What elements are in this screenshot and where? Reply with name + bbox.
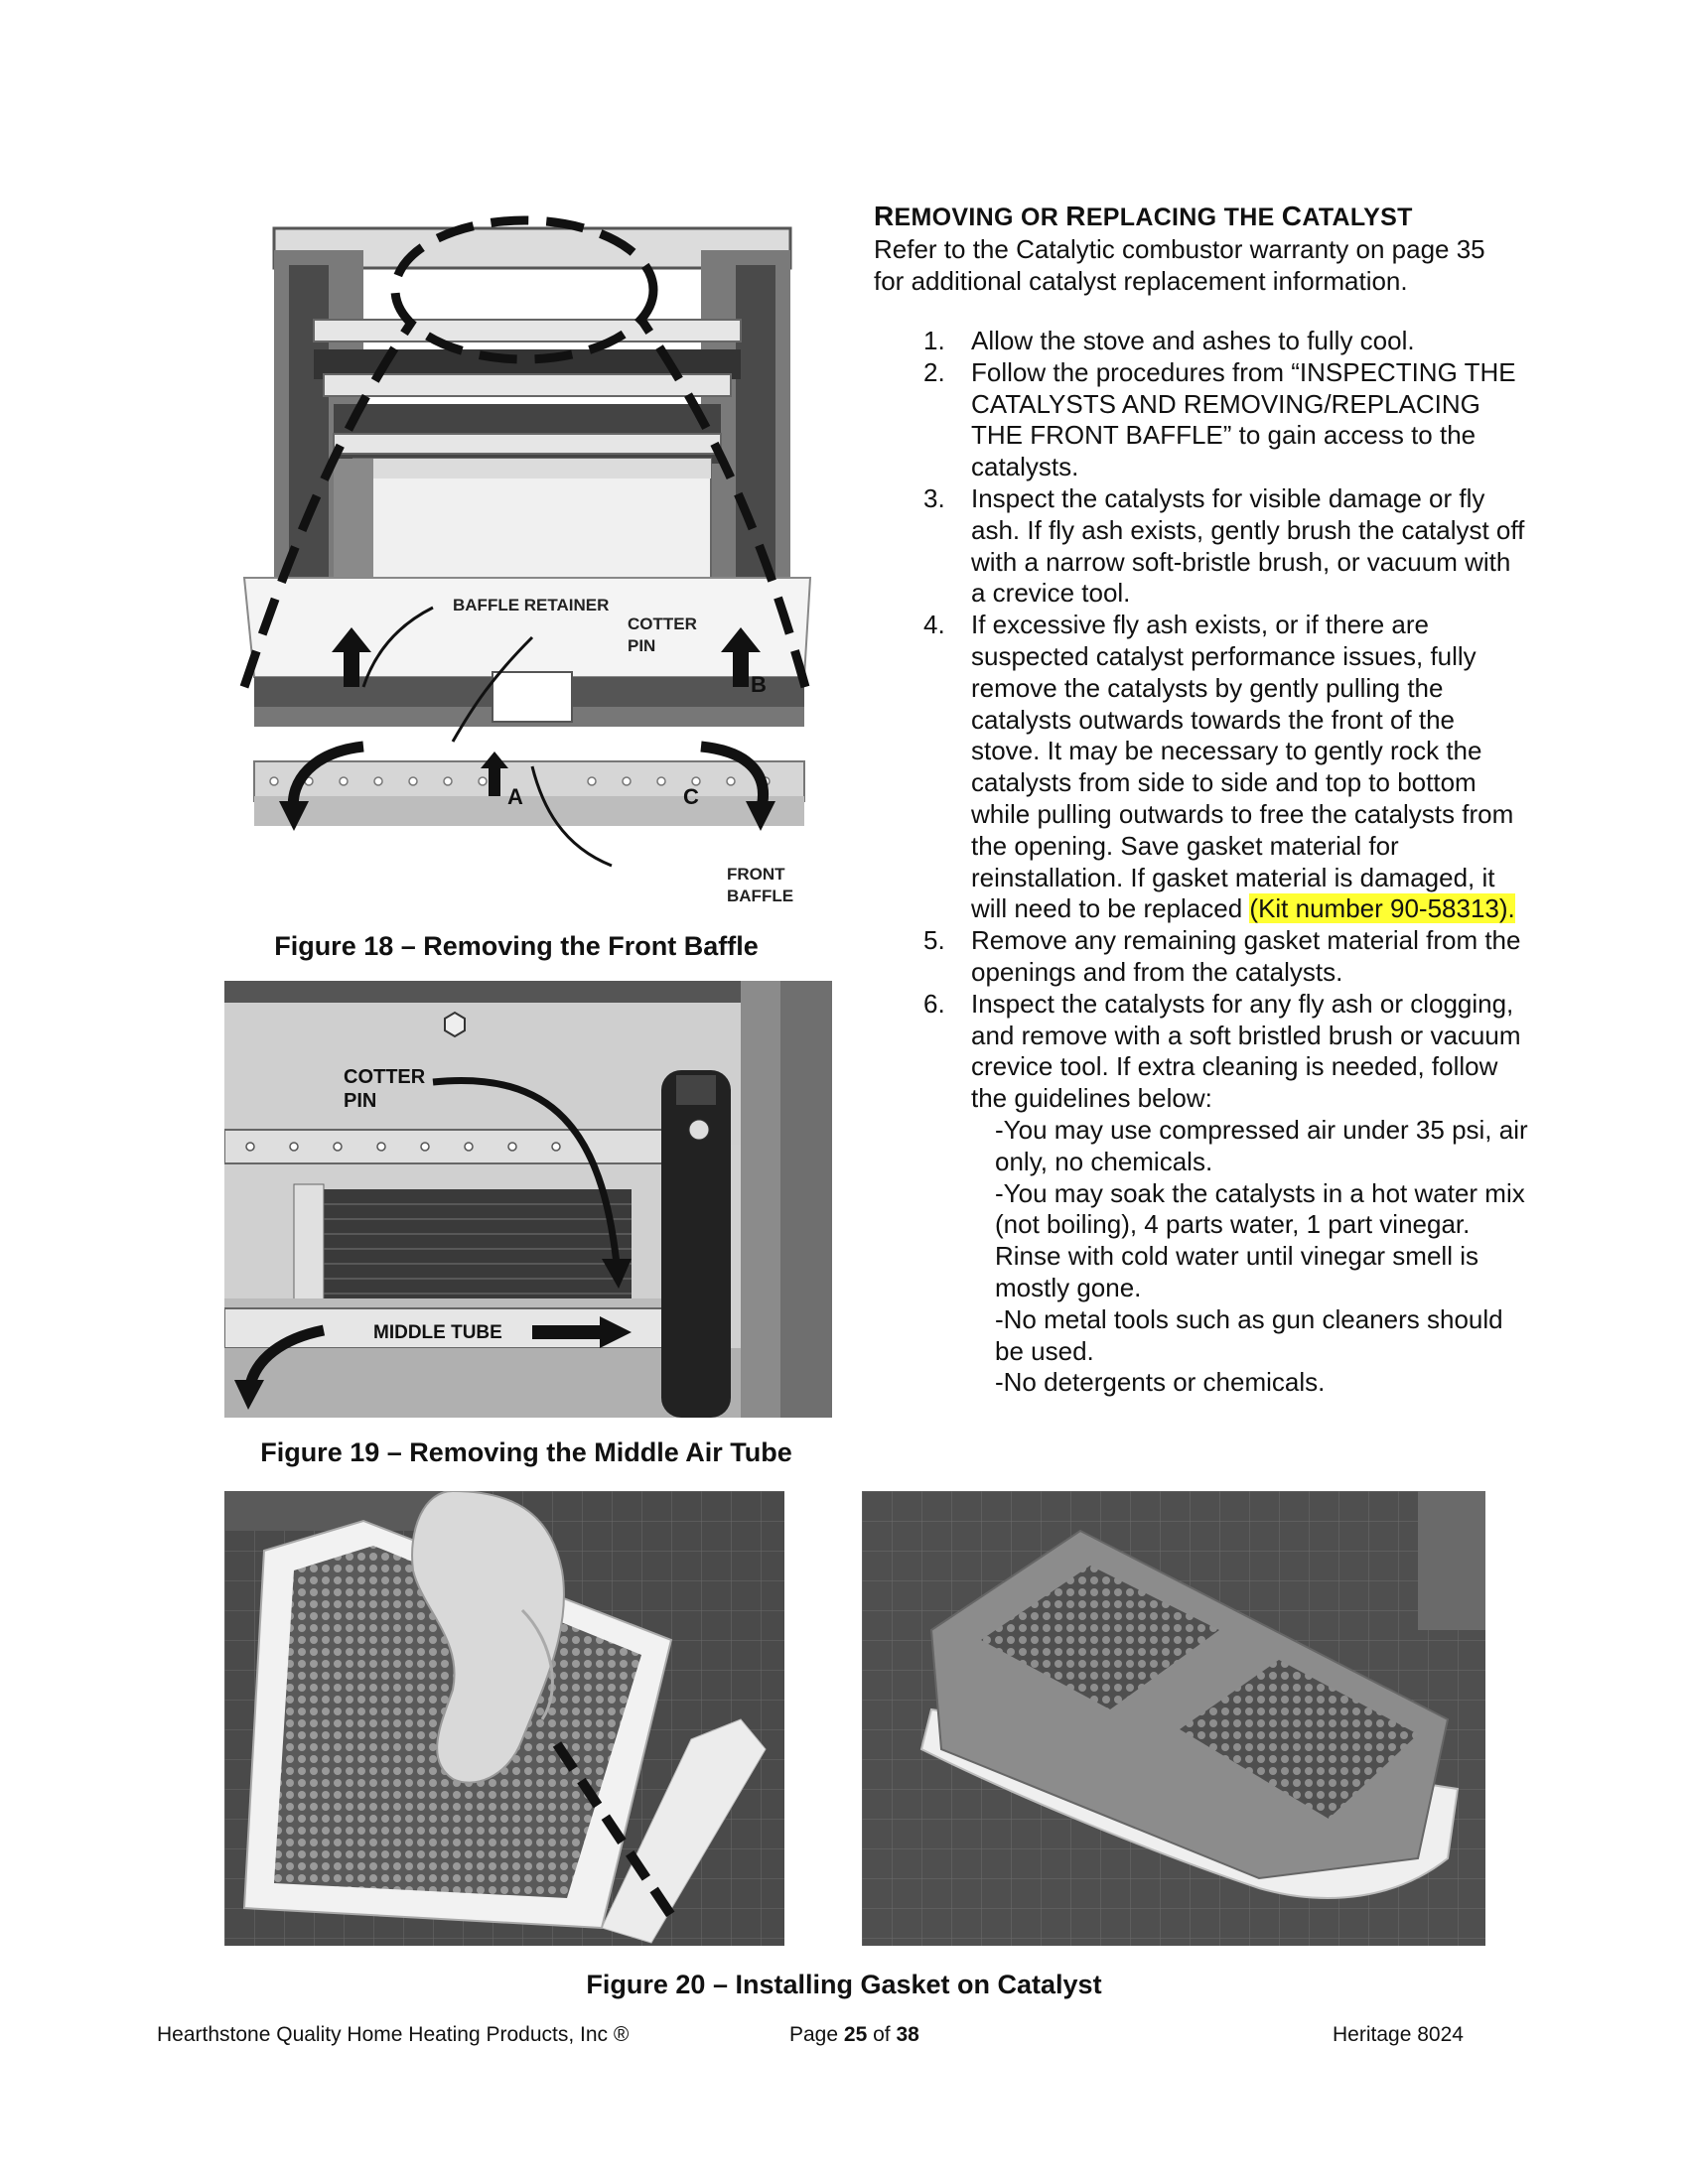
label-b: B	[751, 672, 767, 697]
step-number: 6.	[923, 988, 945, 1019]
figure-20-caption: Figure 20 – Installing Gasket on Catalyst	[586, 1970, 1102, 1999]
step-text: Allow the stove and ashes to fully cool.	[971, 326, 1415, 355]
title-part: ATALYST	[1302, 204, 1413, 231]
step-number: 1.	[923, 326, 945, 355]
footer-page-number	[789, 2023, 919, 2047]
label-baffle-retainer: BAFFLE RETAINER	[453, 596, 610, 614]
label-cotter-pin-2: PIN	[628, 636, 656, 655]
step-text: Inspect the catalysts for visible damage or fly ash. If fly ash exists, gently brush the catalyst off with a narrow soft-bristle brush, or vacuum with a crevice tool.	[971, 482, 1525, 609]
step-number: 5.	[923, 925, 945, 956]
kit-number-highlight: (Kit number 90-58313).	[1249, 893, 1515, 924]
step-text: If excessive fly ash exists, or if there are suspected catalyst performance issues, fully remove the catalysts by gently pulling the catalysts outwards towards the front of the stove. It may be necessary to gently rock the catalysts from side to side and top to bottom while pulling outwards to free the catalysts from the opening. Save gasket material for reinstallation. If gasket material is damaged, it will need to be replaced	[971, 610, 1514, 924]
intro-paragraph: Refer to the Catalytic combustor warranty on page 35 for additional catalyst replacement information.	[874, 234, 1485, 296]
figure-18-caption: Figure 18 – Removing the Front Baffle	[274, 931, 759, 961]
label-cotter-pin-1: COTTER	[344, 1066, 426, 1088]
step-item	[874, 357, 1529, 483]
page-prefix: Page	[789, 2023, 844, 2046]
section-title	[874, 201, 1413, 232]
title-part: EPLACING THE	[1085, 204, 1282, 231]
page-current: 25	[843, 2023, 868, 2046]
step-item	[874, 925, 1529, 989]
label-front-baffle-2: BAFFLE	[727, 887, 794, 905]
step-number: 3.	[923, 482, 945, 513]
step-item	[874, 989, 1529, 1399]
step-number: 4.	[923, 610, 945, 640]
label-front-baffle-1: FRONT	[727, 865, 785, 884]
figure-18-image	[234, 210, 814, 917]
guideline-item: -You may use compressed air under 35 psi, air only, no chemicals.	[995, 1114, 1528, 1176]
page-of: of	[867, 2023, 897, 2046]
step-item	[874, 483, 1529, 610]
step-number: 2.	[923, 356, 945, 387]
figure-20-right-photo	[862, 1491, 1485, 1946]
label-c: C	[683, 784, 699, 809]
guideline-item: -You may soak the catalysts in a hot water mix (not boiling), 4 parts water, 1 part vinegar. Rinse with cold water until vinegar smell is mostly gone.	[995, 1177, 1525, 1302]
figure-20-left-photo	[224, 1491, 784, 1946]
title-part: C	[1281, 201, 1303, 231]
steps-list	[874, 326, 1529, 1399]
label-cotter-pin-2: PIN	[344, 1090, 377, 1112]
figure-19-caption: Figure 19 – Removing the Middle Air Tube	[260, 1437, 792, 1467]
step-text: Remove any remaining gasket material from the openings and from the catalysts.	[971, 925, 1521, 987]
guideline-item: -No metal tools such as gun cleaners should be used.	[995, 1303, 1503, 1366]
footer-company: Hearthstone Quality Home Heating Products, Inc ®	[157, 2023, 630, 2046]
step-item	[874, 610, 1529, 925]
guideline-item: -No detergents or chemicals.	[995, 1367, 1326, 1398]
label-a: A	[507, 784, 523, 809]
figure-19-image	[224, 981, 832, 1418]
step-item	[874, 326, 1529, 357]
title-part: EMOVING OR	[894, 204, 1066, 231]
title-part: R	[874, 201, 895, 231]
step-text: Inspect the catalysts for any fly ash or clogging, and remove with a soft bristled brush or vacuum crevice tool. If extra cleaning is needed, follow the guidelines below:	[971, 988, 1521, 1114]
title-part: R	[1065, 201, 1086, 231]
label-cotter-pin-1: COTTER	[628, 614, 697, 633]
step-text: Follow the procedures from “INSPECTING THE CATALYSTS AND REMOVING/REPLACING THE FRONT BAFFLE” to gain access to the catalysts.	[971, 356, 1516, 482]
label-middle-tube: MIDDLE TUBE	[373, 1322, 502, 1343]
page-total: 38	[896, 2023, 919, 2046]
footer-model: Heritage 8024	[1333, 2023, 1464, 2046]
